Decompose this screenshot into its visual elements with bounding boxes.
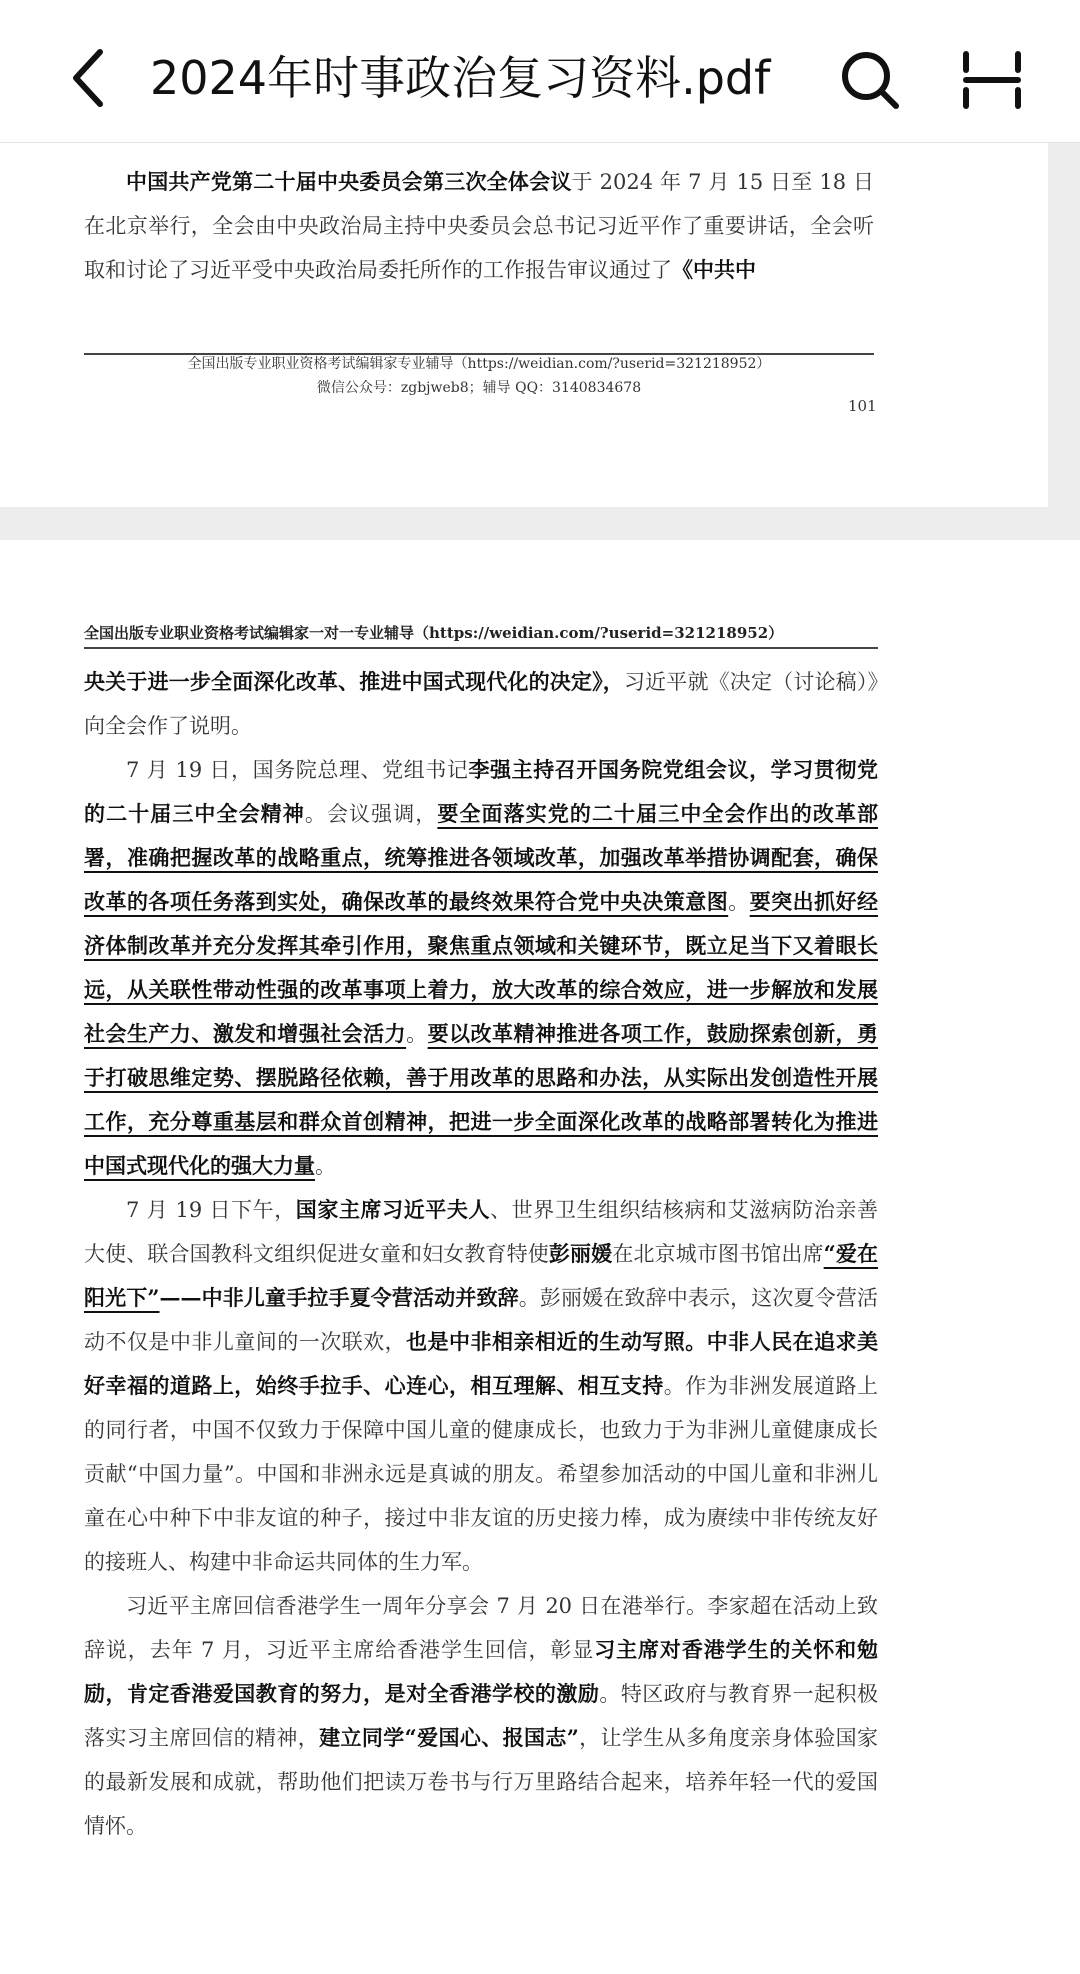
page1-paragraph (84, 160, 874, 292)
search-button[interactable] (838, 48, 902, 112)
text-run: ，让学生从多角度亲身体验国家的最新发展和成就，帮助他们把读万卷书与行万里路结合起来，培养年轻一代的爱国情怀。 (84, 1726, 879, 1838)
app-toolbar (0, 0, 1080, 143)
document-title: 2024年时事政治复习资料.pdf (150, 51, 771, 105)
page-header: 全国出版专业职业资格考试编辑家一对一专业辅导（https://weidian.com/?userid=321218952） (84, 624, 784, 642)
back-arrow-icon (62, 46, 118, 110)
text-run: 习主席对香港学生的关怀和勉励，肯定香港爱国教育的努力，是对全香港学校的激励 (84, 1637, 878, 1706)
text-run: 中国共产党第二十届中央委员会第三次全体会议 (126, 169, 572, 194)
text-run: 在北京城市图书馆出席 (612, 1242, 824, 1266)
text-run: “爱在阳光下” (84, 1241, 879, 1310)
text-run: 要以改革精神推进各项工作，鼓励探索创新，勇于打破思维定势、摆脱路径依赖，善于用改革的思路和办法，从实际出发创造性开展工作，充分尊重基层和群众首创精神，把进一步全面深化改革的战略部署转化为推进中国式现代化的强大力量 (84, 1021, 879, 1178)
header-rule (84, 647, 878, 649)
pdf-page-101 (0, 143, 1048, 507)
text-run: 《中共中 (672, 257, 756, 282)
text-run: 。会议强调， (304, 802, 438, 826)
pdf-page-102 (0, 540, 1080, 1974)
text-run: 要全面落实党的二十届三中全会作出的改革部署，准确把握改革的战略重点，统筹推进各领域改革，加强改革举措协调配套，确保改革的各项任务落到实处，确保改革的最终效果符合党中央决策意图 (84, 801, 879, 914)
text-run: 也是中非相亲相近的生动写照。中非人民在追求美好幸福的道路上，始终手拉手、心连心，相互理解、相互支持 (84, 1329, 879, 1398)
paragraph (84, 748, 878, 1188)
text-run: 。特区政府与教育界一起积极落实习主席回信的精神， (84, 1682, 879, 1750)
footer-line-1: 全国出版专业职业资格考试编辑家专业辅导（https://weidian.com/?userid=321218952） (187, 356, 771, 372)
text-run: 要突出抓好经济体制改革并充分发挥其牵引作用，聚焦重点领域和关键环节，既立足当下又着眼长远，从关联性带动性强的改革事项上着力，放大改革的综合效应，进一步解放和发展社会生产力、激发和增强社会活力 (84, 889, 879, 1046)
text-run: 。 (315, 1154, 336, 1178)
paragraph (84, 1188, 878, 1584)
text-run: ——中非儿童手拉手夏令营活动并致辞 (159, 1285, 519, 1310)
text-run: 李强主持召开国务院党组会议，学习贯彻党的二十届三中全会精神 (84, 757, 878, 826)
search-icon (838, 48, 902, 112)
text-run: 建立同学“爱国心、报国志” (319, 1725, 579, 1750)
paragraph (84, 660, 878, 748)
text-run: 。彭丽媛在致辞中表示，这次夏令营活动不仅是中非儿童间的一次联欢， (84, 1286, 878, 1354)
text-run: 习近平主席回信香港学生一周年分享会 7 月 20 日在港举行。李家超在活动上致辞说，去年 7 月，习近平主席给香港学生回信，彰显 (84, 1594, 878, 1662)
text-run: 。 (406, 1022, 428, 1046)
text-run: 习近平就《决定（讨论稿）》向全会作了说明。 (84, 670, 879, 738)
footer-line-2: 微信公众号：zgbjweb8；辅导 QQ：3140834678 (316, 380, 642, 396)
text-run: 国家主席习近平夫人 (295, 1197, 491, 1222)
page2-body (84, 660, 878, 1848)
text-run: 7 月 19 日，国务院总理、党组书记 (126, 758, 469, 782)
text-run: 彭丽媛 (548, 1241, 613, 1266)
text-run: 于 2024 年 7 月 15 日至 18 日在北京举行，全会由中央政治局主持中央委员会总书记习近平作了重要讲话，全会听取和讨论了习近平受中央政治局委托所作的工作报告审议通过了 (84, 170, 875, 282)
text-run: 央关于进一步全面深化改革、推进中国式现代化的决定》， (84, 669, 624, 694)
back-button[interactable] (62, 46, 118, 110)
text-run: 、世界卫生组织结核病和艾滋病防治亲善大使、联合国教科文组织促进女童和妇女教育特使 (84, 1198, 879, 1266)
page-number: 101 (848, 397, 877, 415)
text-run: 。 (728, 890, 750, 914)
more-menu-button[interactable] (960, 50, 1024, 110)
text-run: 。作为非洲发展道路上的同行者，中国不仅致力于保障中国儿童的健康成长，也致力于为非洲儿童健康成长贡献“中国力量”。中国和非洲永远是真诚的朋友。希望参加活动的中国儿童和非洲儿童在心中种下中非友谊的种子，接过中非友谊的历史接力棒，成为赓续中非传统友好的接班人、构建中非命运共同体的生力军。 (84, 1374, 878, 1574)
paragraph (84, 1584, 878, 1848)
menu-icon (960, 50, 1024, 110)
text-run: 7 月 19 日下午， (126, 1198, 296, 1222)
